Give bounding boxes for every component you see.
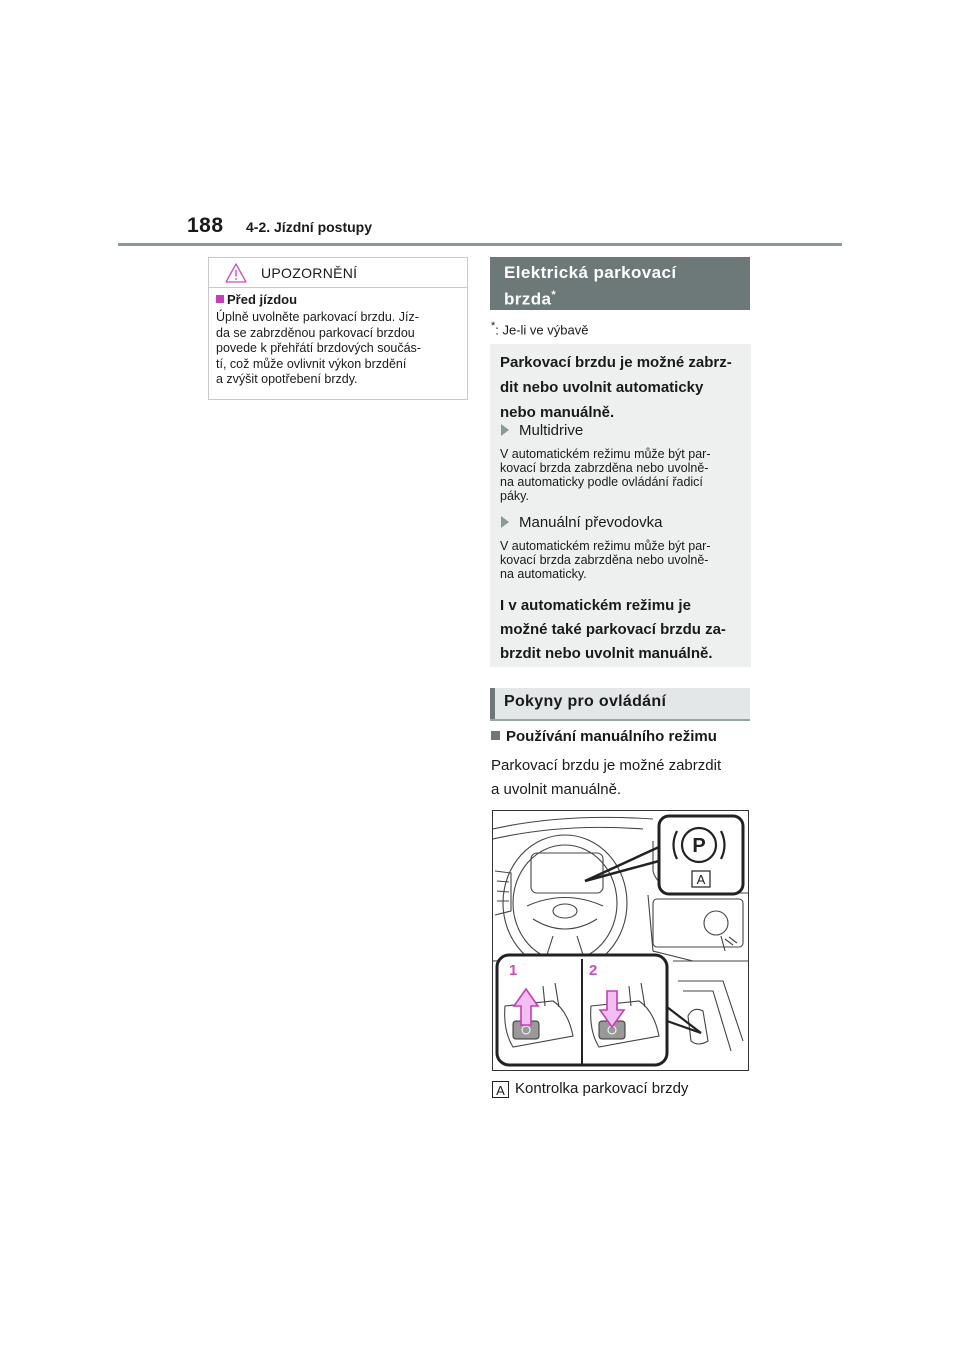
section-divider	[490, 719, 750, 721]
section-title-epb: Elektrická parkovací brzda*	[490, 257, 750, 310]
step-2-label: 2	[589, 962, 598, 979]
multidrive-text: V automatickém režimu může být par- kovací brzda zabrzděna nebo uvolně- na automaticky podle ovládání řadicí páky.	[500, 447, 711, 503]
manual-transmission-text: V automatickém režimu může být par- kovací brzda zabrzděna nebo uvolně- na automaticky.	[500, 539, 711, 581]
bullet-multidrive: Multidrive	[501, 422, 583, 439]
header-divider	[118, 243, 842, 246]
section-title-operation: Pokyny pro ovládání	[490, 688, 750, 719]
parking-brake-illustration	[492, 810, 749, 1071]
page-number: 188	[187, 214, 224, 237]
chapter-title: 4-2. Jízdní postupy	[246, 219, 373, 235]
triangle-bullet-icon	[501, 516, 509, 528]
warning-text: Úplně uvolněte parkovací brzdu. Jíz- da se zabrzděnou parkovací brzdou povede k přehřátí brzdových součás- tí, což může ovlivnit výkon brzdění a zvýšit opotřebení brzdy.	[216, 310, 421, 386]
warning-box	[208, 257, 468, 400]
square-bullet-icon	[216, 295, 224, 303]
bullet-manual-transmission: Manuální převodovka	[501, 514, 662, 531]
summary-outro: I v automatickém režimu je možné také parkovací brzdu za- brzdit nebo uvolnit manuálně.	[500, 597, 726, 662]
warning-title: UPOZORNĚNÍ	[261, 265, 358, 281]
subheading-manual-mode: Používání manuálního režimu	[491, 728, 717, 745]
illustration-caption: A Kontrolka parkovací brzdy	[492, 1080, 688, 1098]
footnote: *: Je-li ve výbavě	[491, 320, 589, 338]
label-a: A	[696, 872, 706, 887]
summary-intro: Parkovací brzdu je možné zabrz- dit nebo uvolnit automaticky nebo manuálně.	[500, 354, 732, 421]
warning-triangle-icon	[225, 263, 247, 283]
warning-header	[209, 258, 467, 288]
step-1-label: 1	[509, 962, 518, 979]
summary-panel	[490, 344, 751, 667]
triangle-bullet-icon	[501, 424, 509, 436]
caption-label: A	[492, 1081, 509, 1098]
dashboard-drawing	[493, 811, 749, 1071]
warning-subtitle: Před jízdou	[216, 292, 297, 307]
square-bullet-icon	[491, 731, 500, 740]
parking-indicator-symbol: P	[692, 835, 706, 857]
manual-mode-text: Parkovací brzdu je možné zabrzdit a uvolnit manuálně.	[491, 757, 722, 798]
